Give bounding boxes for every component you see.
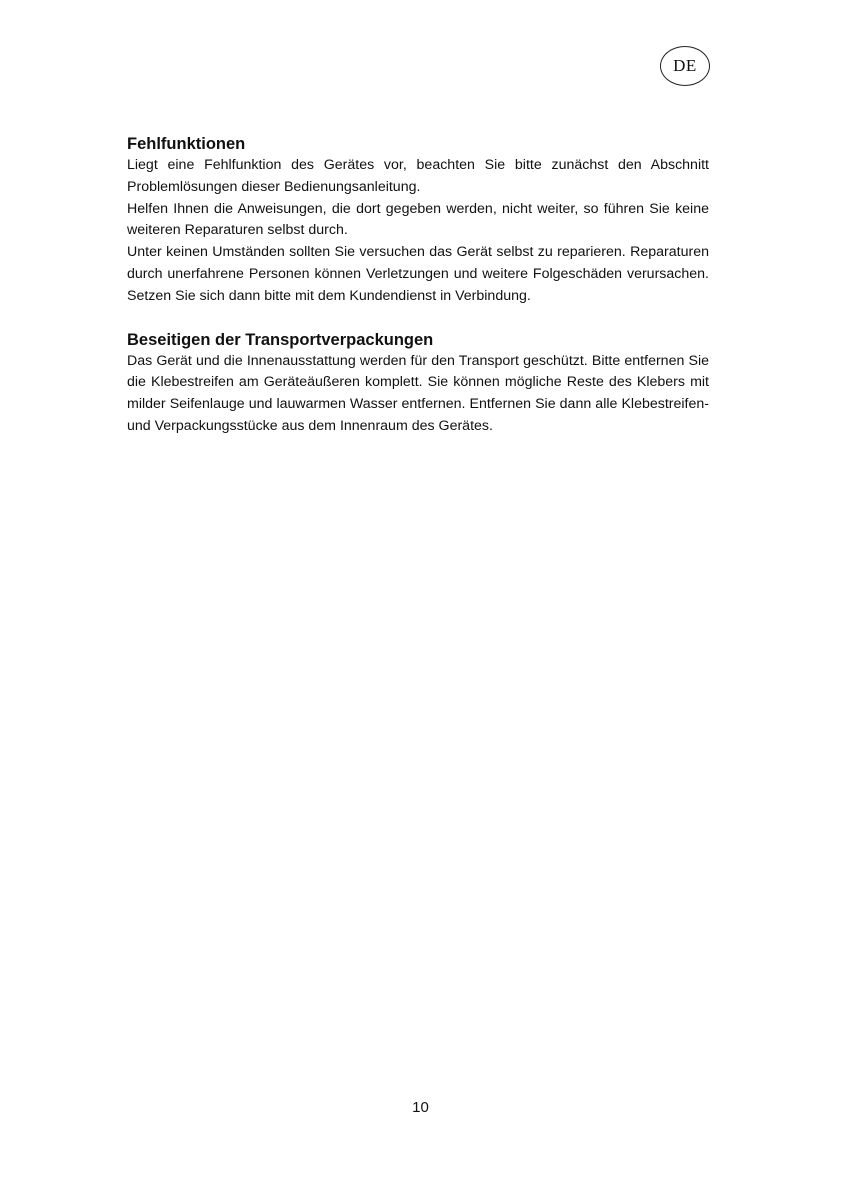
- paragraph: Unter keinen Umständen sollten Sie versuchen das Gerät selbst zu reparieren. Reparaturen durch unerfahrene Personen können Verletzungen und weitere Folgeschäden verursachen. Setzen Sie sich dann bitte mit dem Kundendienst in Verbindung.: [127, 244, 709, 304]
- paragraph: Helfen Ihnen die Anweisungen, die dort gegeben werden, nicht weiter, so führen Sie keine weiteren Reparaturen selbst durch.: [127, 200, 709, 239]
- section-fehlfunktionen: [127, 133, 709, 308]
- section-title: Fehlfunktionen: [127, 135, 246, 153]
- language-badge: DE: [660, 46, 710, 86]
- document-body: [127, 133, 709, 459]
- section-transportverpackungen: [127, 329, 709, 438]
- paragraph: Liegt eine Fehlfunktion des Gerätes vor, beachten Sie bitte zunächst den Abschnitt Problemlösungen dieser Bedienungsanleitung.: [127, 157, 709, 195]
- section-title: Beseitigen der Transportverpackungen: [127, 330, 434, 349]
- page-number: 10: [412, 1099, 429, 1116]
- paragraph: Das Gerät und die Innenausstattung werden für den Transport geschützt. Bitte entfernen Sie die Klebestreifen am Geräteäußeren komplett. Sie können mögliche Reste des Klebers mit milder Seifenlauge und lauwarmen Wasser entfernen. Entfernen Sie dann alle Klebestreifen- und Verpackungsstücke aus dem Innenraum des Gerätes.: [127, 352, 709, 434]
